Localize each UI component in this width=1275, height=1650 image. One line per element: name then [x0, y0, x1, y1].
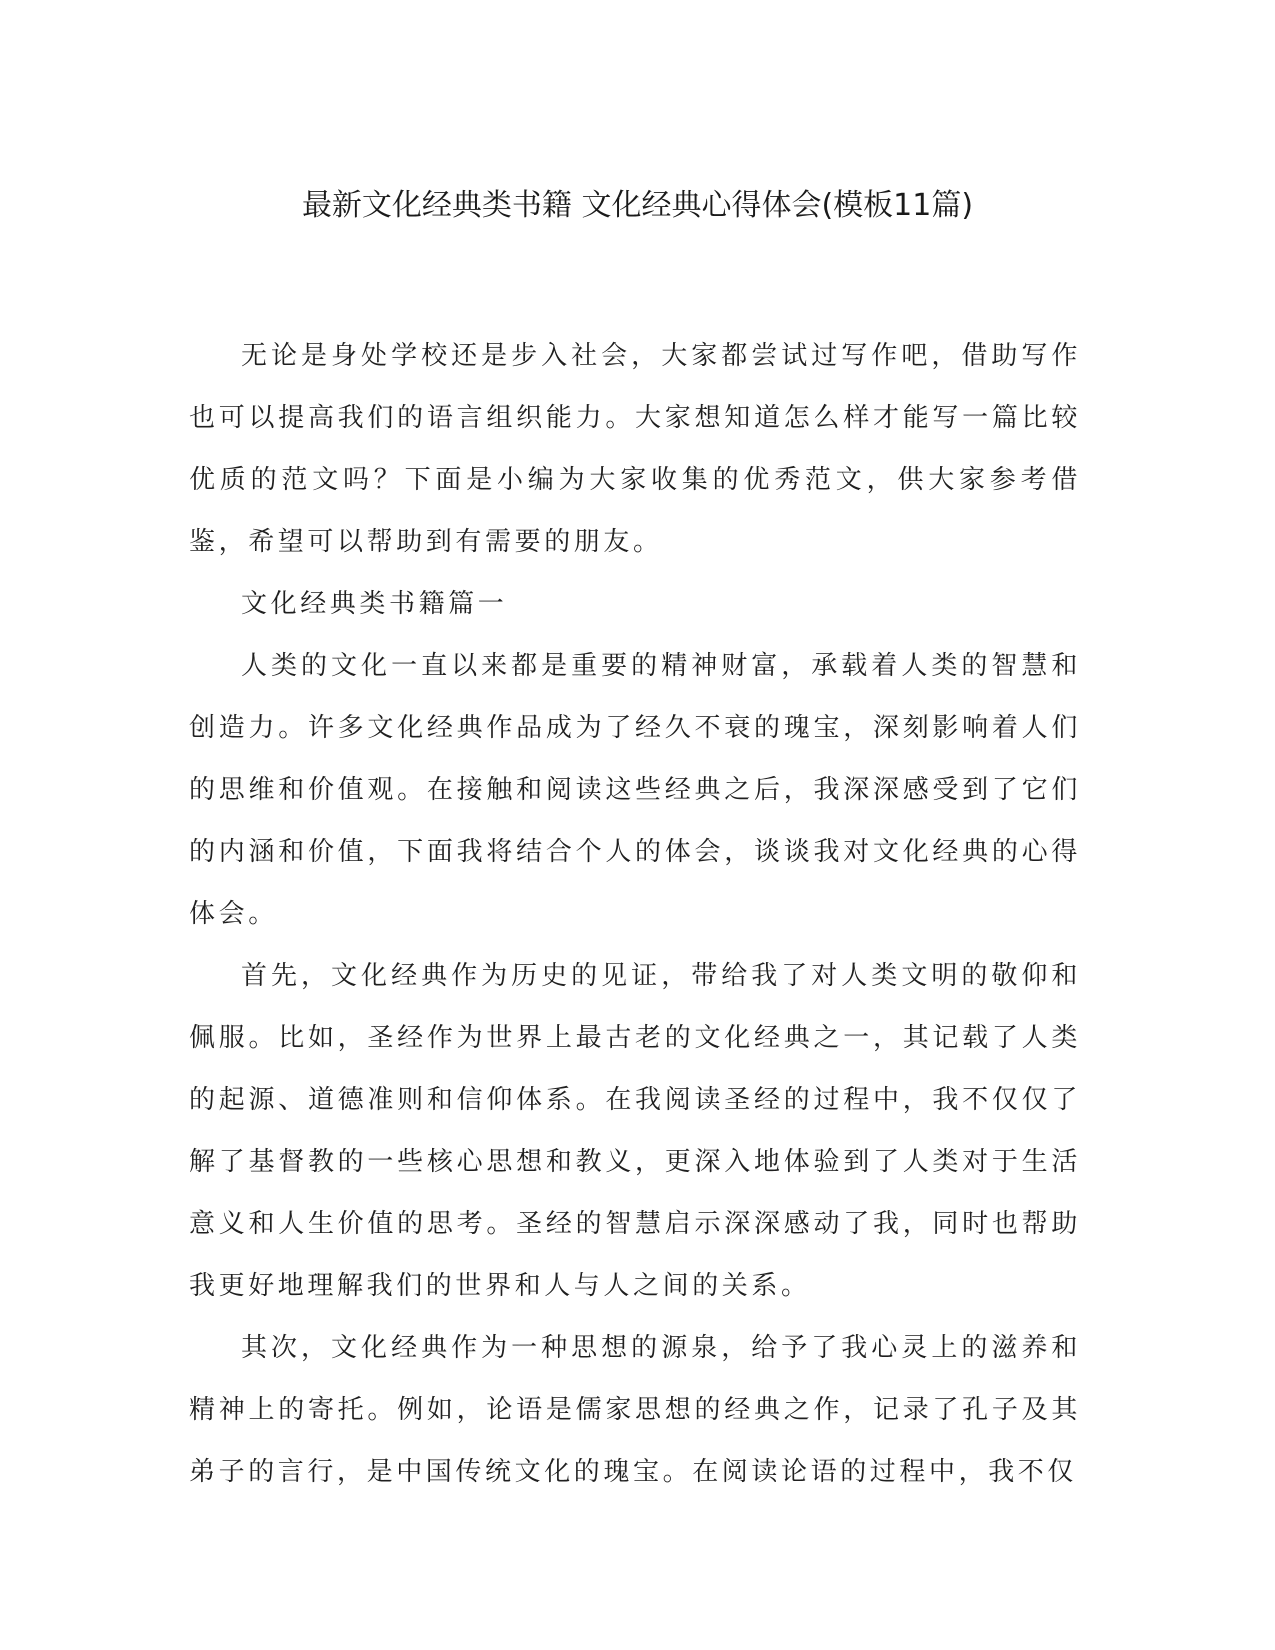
section-heading: 文化经典类书籍篇一	[241, 589, 508, 619]
document-body	[189, 325, 1081, 1503]
body-paragraph: 首先，文化经典作为历史的见证，带给我了对人类文明的敬仰和佩服。比如，圣经作为世界上最古老的文化经典之一，其记载了人类的起源、道德准则和信仰体系。在我阅读圣经的过程中，我不仅仅了解了基督教的一些核心思想和教义，更深入地体验到了人类对于生活意义和人生价值的思考。圣经的智慧启示深深感动了我，同时也帮助我更好地理解我们的世界和人与人之间的关系。	[189, 961, 1081, 1301]
document-title: 最新文化经典类书籍 文化经典心得体会(模板11篇)	[301, 188, 974, 223]
intro-paragraph: 无论是身处学校还是步入社会，大家都尝试过写作吧，借助写作也可以提高我们的语言组织能力。大家想知道怎么样才能写一篇比较优质的范文吗？下面是小编为大家收集的优秀范文，供大家参考借鉴，希望可以帮助到有需要的朋友。	[189, 341, 1081, 557]
body-paragraph: 其次，文化经典作为一种思想的源泉，给予了我心灵上的滋养和精神上的寄托。例如，论语是儒家思想的经典之作，记录了孔子及其弟子的言行，是中国传统文化的瑰宝。在阅读论语的过程中，我不仅	[189, 1333, 1081, 1487]
body-paragraph: 人类的文化一直以来都是重要的精神财富，承载着人类的智慧和创造力。许多文化经典作品成为了经久不衰的瑰宝，深刻影响着人们的思维和价值观。在接触和阅读这些经典之后，我深深感受到了它们的内涵和价值，下面我将结合个人的体会，谈谈我对文化经典的心得体会。	[189, 651, 1081, 929]
